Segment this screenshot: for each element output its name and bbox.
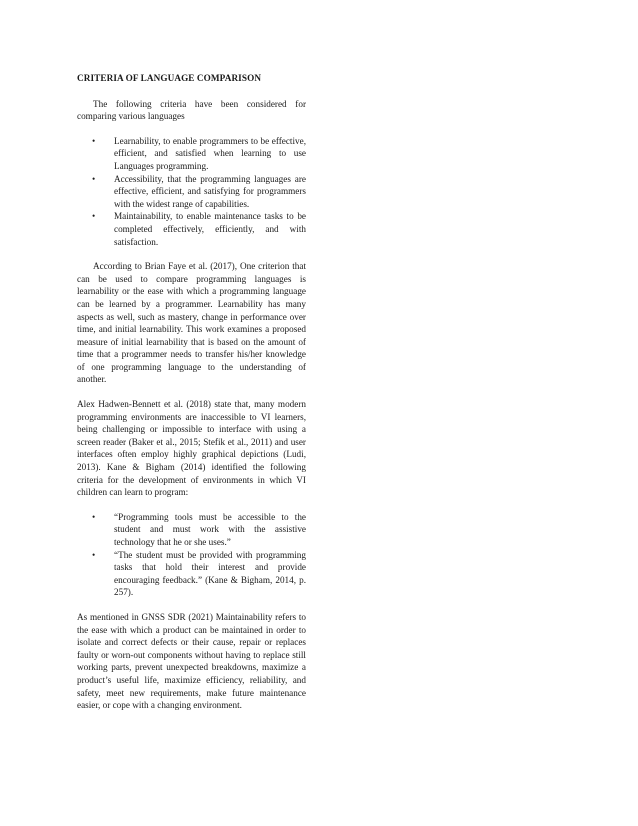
quote-list xyxy=(77,511,306,599)
quote-text: “Programming tools must be accessible to the student and must work with the assistive technology that he or she uses.” xyxy=(114,511,306,547)
maintainability-paragraph: As mentioned in GNSS SDR (2021) Maintainability refers to the ease with which a product can be maintained in order to isolate and correct defects or their cause, repair or replaces faulty or worn-out components without having to replace still working parts, prevent unexpected breakdowns, maximize a product’s useful life, maximize efficiency, reliability, and safety, meet new requirements, make future maintenance easier, or cope with a changing environment. xyxy=(77,611,306,711)
criteria-list xyxy=(77,135,306,248)
quote-item xyxy=(77,549,306,599)
bullet-icon: • xyxy=(92,549,96,560)
criteria-item xyxy=(77,210,306,248)
quote-text: “The student must be provided with programming tasks that hold their interest and provide encouraging feedback.” (Kane & Bigham, 2014, p. 257). xyxy=(114,549,306,598)
accessibility-paragraph: Alex Hadwen-Bennett et al. (2018) state that, many modern programming environments are inaccessible to VI learners, being challenging or impossible to interface with using a screen reader (Baker et al., 2015; Stefik et al., 2011) and user interfaces often employ highly graphical depictions (Ludi, 2013). Kane & Bigham (2014) identified the following criteria for the development of environments in which VI children can learn to program: xyxy=(77,399,306,498)
criteria-text: Maintainability, to enable maintenance tasks to be completed effectively, efficiently, and with satisfaction. xyxy=(114,211,306,247)
quote-item xyxy=(77,511,306,549)
document-page xyxy=(77,72,306,712)
learnability-paragraph: According to Brian Faye et al. (2017), One criterion that can be used to compare programming languages is learnability or the ease with which a programming language can be learned by a programmer. Learnability has many aspects as well, such as mastery, change in performance over time, and initial learnability. This work examines a proposed measure of initial learnability that is based on the amount of time that a programmer needs to transfer his/her knowledge of one programming language to the understanding of another. xyxy=(77,261,306,385)
bullet-icon: • xyxy=(92,511,96,522)
bullet-icon: • xyxy=(92,135,96,146)
criteria-text: Accessibility, that the programming languages are effective, efficient, and satisfying for programmers with the widest range of capabilities. xyxy=(114,173,306,209)
section-heading: CRITERIA OF LANGUAGE COMPARISON xyxy=(77,73,262,83)
criteria-item xyxy=(77,173,306,211)
bullet-icon: • xyxy=(92,211,96,222)
intro-paragraph: The following criteria have been considered for comparing various languages xyxy=(77,98,306,122)
bullet-icon: • xyxy=(92,173,96,184)
criteria-item xyxy=(77,135,306,173)
criteria-text: Learnability, to enable programmers to be effective, efficient, and satisfied when learning to use Languages programming. xyxy=(114,135,306,171)
